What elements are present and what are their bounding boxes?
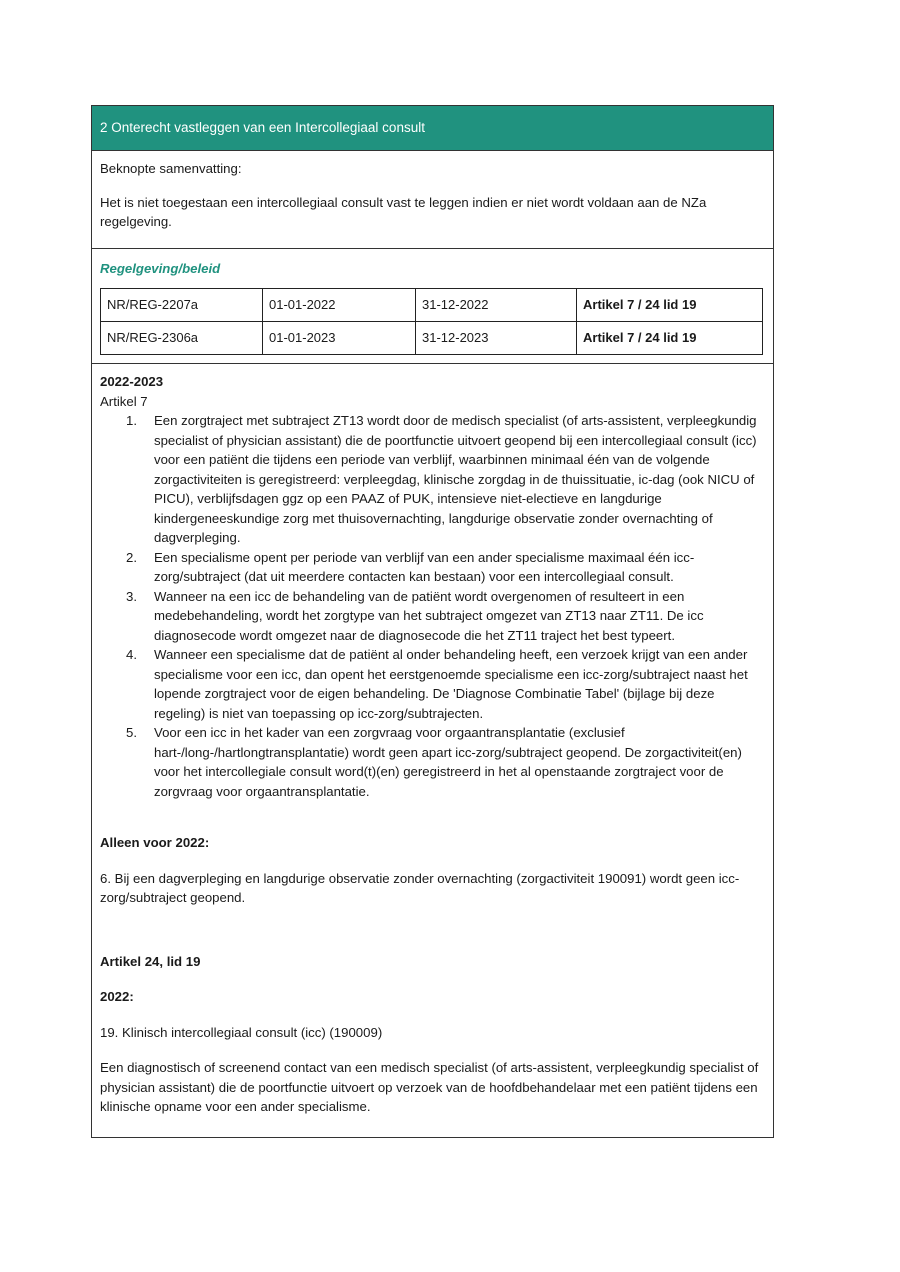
only-2022-text: 6. Bij een dagverpleging en langdurige observatie zonder overnachting (zorgactiviteit 190091) wordt geen icc-zorg/subtraject geopend.: [100, 870, 740, 905]
item-number: 4.: [126, 647, 137, 662]
item-number: 3.: [126, 588, 137, 604]
list-item: [100, 587, 765, 646]
item-19-title: 19. Klinisch intercollegiaal consult (icc) (190009): [100, 1024, 383, 1040]
summary-section: [92, 151, 773, 249]
item-text: Wanneer na een icc de behandeling van de patiënt wordt overgenomen of resulteert in een medebehandeling, wordt het zorgtype van het subtraject omgezet van ZT13 naar ZT11. De icc diagnosecode wordt omgezet naar de diagnosecode die het ZT11 traject het best typeert.: [154, 588, 704, 643]
list-item: [100, 548, 765, 587]
list-item: [100, 645, 765, 723]
only-2022-heading: Alleen voor 2022:: [100, 835, 210, 850]
summary-label: Beknopte samenvatting:: [100, 161, 242, 176]
body-section: [92, 364, 773, 1137]
regulation-title: Regelgeving/beleid: [100, 260, 221, 276]
regulation-section: [92, 249, 773, 365]
section-header: [92, 106, 773, 151]
reg-end-date: 31-12-2023: [416, 322, 577, 355]
article-24-heading: Artikel 24, lid 19: [100, 953, 201, 969]
item-text: Een specialisme opent per periode van verblijf van een ander specialisme maximaal één icc-zorg/subtraject (dat uit meerdere contacten kan bestaan) voor een intercollegiaal consult.: [154, 549, 695, 584]
section-title: 2 Onterecht vastleggen van een Intercollegiaal consult: [100, 120, 425, 136]
item-number: 1.: [126, 413, 137, 428]
item-text: Een zorgtraject met subtraject ZT13 wordt door de medisch specialist (of arts-assistent, verpleegkundig specialist of physician assistant) die de poortfunctie uitvoert geopend bij een intercollegiaal consult (icc) voor een patiënt die tijdens een periode van verblijf, waarbinnen minimaal één van de volgende zorgactiviteiten is geregistreerd: verpleegdag, klinische zorgdag in de thuissituatie, ic-dag (ook NICU of PICU), verblijfsdagen ggz op een PAAZ of PUK, intensieve niet-electieve en langdurige kindergeneeskundige zorg met thuisovernachting, langdurige observatie zonder overnachting of dagverpleging.: [154, 413, 757, 545]
reg-article: Artikel 7 / 24 lid 19: [577, 289, 763, 322]
article-heading: Artikel 7: [100, 393, 148, 409]
reg-article: Artikel 7 / 24 lid 19: [577, 322, 763, 355]
reg-end-date: 31-12-2022: [416, 289, 577, 322]
item-number: 5.: [126, 725, 137, 740]
summary-text: Het is niet toegestaan een intercollegiaal consult vast te leggen indien er niet wordt voldaan aan de NZa regelgeving.: [100, 194, 707, 229]
reg-start-date: 01-01-2023: [263, 322, 416, 355]
document-card: [91, 105, 774, 1138]
reg-start-date: 01-01-2022: [263, 289, 416, 322]
article-items-list: [100, 411, 765, 801]
item-19-text: Een diagnostisch of screenend contact van een medisch specialist (of arts-assistent, verpleegkundig specialist of physician assistant) die de poortfunctie uitvoert op verzoek van de hoofdbehandelaar met een patiënt tijdens een klinische opname voor een ander specialisme.: [100, 1060, 759, 1114]
reg-code: NR/REG-2306a: [101, 322, 263, 355]
regulation-table: [100, 288, 763, 355]
item-text: Wanneer een specialisme dat de patiënt al onder behandeling heeft, een verzoek krijgt van een ander specialisme voor een icc, dan opent het eerstgenoemde specialisme een icc-zorg/subtraject naast het lopende zorgtraject voor de eigen behandeling. De 'Diagnose Combinatie Tabel' (bijlage bij deze regeling) is niet van toepassing op icc-zorg/subtrajecten.: [154, 647, 748, 721]
item-text: Voor een icc in het kader van een zorgvraag voor orgaantransplantatie (exclusief hart-/long-/hartlongtransplantatie) wordt geen apart icc-zorg/subtraject geopend. De zorgactiviteit(en) voor het intercollegiale consult word(t)(en) geregistreerd in het al openstaande zorgtraject voor de zorgvraag voor orgaantransplantatie.: [154, 725, 742, 799]
period-heading: 2022-2023: [100, 374, 164, 389]
table-row: [101, 289, 763, 322]
reg-code: NR/REG-2207a: [101, 289, 263, 322]
year-2022-heading: 2022:: [100, 989, 134, 1004]
table-row: [101, 322, 763, 355]
list-item: [100, 723, 765, 801]
item-number: 2.: [126, 549, 137, 565]
list-item: [100, 411, 765, 548]
